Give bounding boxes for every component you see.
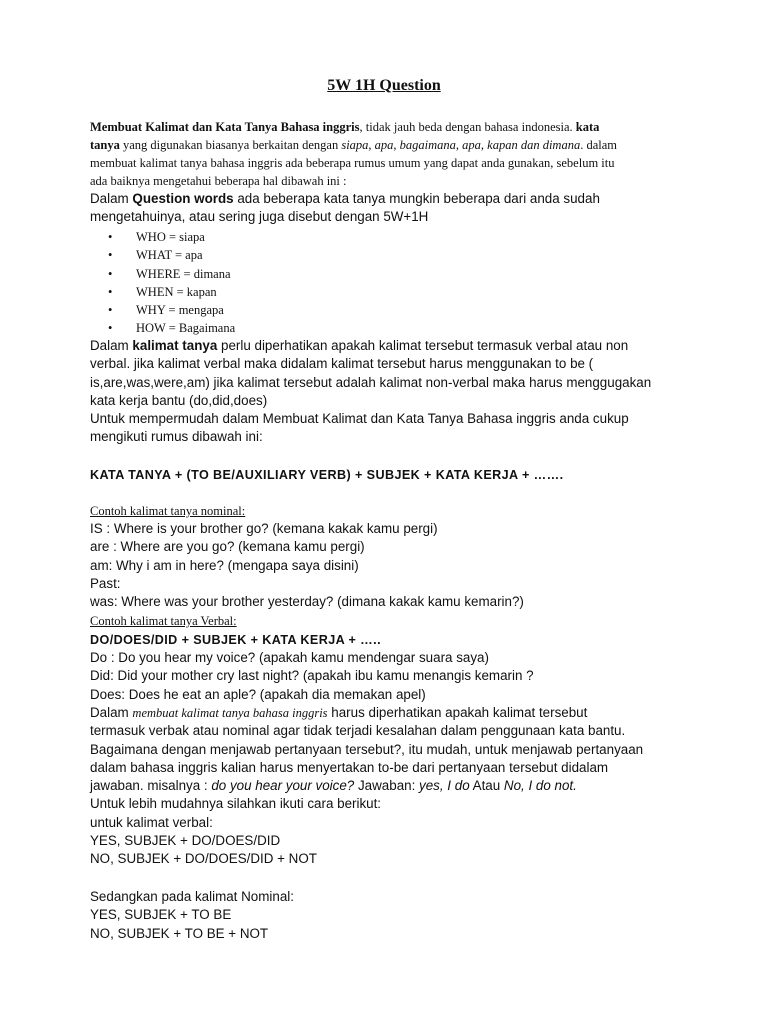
note-line-8: YES, SUBJEK + DO/DOES/DID: [90, 833, 281, 849]
qw-intro-rest: ada beberapa kata tanya mungkin beberapa dari anda sudah: [233, 191, 600, 206]
intro-text-3: . dalam: [580, 138, 618, 152]
page-title: 5W 1H Question: [327, 77, 441, 94]
list-item-text: WHAT = apa: [136, 248, 203, 263]
bullet-icon: •: [108, 303, 113, 318]
kalimat-bold: kalimat tanya: [132, 338, 218, 353]
intro-italic: siapa, apa, bagaimana, apa, kapan dan dimana: [341, 138, 581, 152]
note-line-7: untuk kalimat verbal:: [90, 814, 213, 830]
verbal-heading-text: Contoh kalimat tanya Verbal:: [90, 614, 237, 628]
verbal-examples: [90, 649, 680, 704]
intro-bold-2: kata: [575, 120, 600, 134]
bullet-icon: •: [108, 266, 113, 281]
nominal-answer-line-3: NO, SUBJEK + TO BE + NOT: [90, 925, 269, 941]
list-item: [108, 265, 235, 283]
nominal-line: Past:: [90, 575, 121, 591]
note-l5-pre: jawaban. misalnya :: [90, 778, 212, 794]
main-formula: KATA TANYA + (TO BE/AUXILIARY VERB) + SUBJEK + KATA KERJA + …….: [90, 468, 564, 482]
bullet-icon: •: [108, 284, 113, 299]
nominal-answer: [90, 888, 680, 943]
kalimat-line-3: is,are,was,were,am) jika kalimat tersebut adalah kalimat non-verbal maka harus menggugakan: [90, 374, 652, 390]
intro-bold-3: tanya: [90, 138, 120, 152]
qw-intro-bold: Question words: [132, 191, 234, 206]
qw-intro-line-1: [90, 190, 680, 208]
note-paragraph: [90, 704, 680, 869]
qw-intro-pre: Dalam: [90, 191, 133, 206]
nominal-answer-line-1: Sedangkan pada kalimat Nominal:: [90, 889, 294, 904]
intro-paragraph: [90, 118, 680, 190]
note-l5-mid2: Atau: [469, 778, 504, 794]
kalimat-line-2: verbal. jika kalimat verbal maka didalam kalimat tersebut harus menggunakan to be (: [90, 356, 594, 372]
list-item: [108, 228, 235, 246]
kalimat-rest: perlu diperhatikan apakah kalimat tersebut termasuk verbal atau non: [217, 338, 629, 353]
list-item: [108, 283, 235, 301]
nominal-heading-text: Contoh kalimat tanya nominal:: [90, 504, 246, 518]
bullet-icon: •: [108, 321, 113, 336]
note-l5-italic-2: yes, I do: [419, 778, 470, 794]
note-l5-italic-3: No, I do not.: [503, 778, 577, 794]
kalimat-line-5: Untuk mempermudah dalam Membuat Kalimat dan Kata Tanya Bahasa inggris anda cukup: [90, 411, 629, 427]
note-line-3: Bagaimana dengan menjawab pertanyaan tersebut?, itu mudah, untuk menjawab pertanyaan: [90, 741, 644, 757]
qw-intro-line-2: mengetahuinya, atau sering juga disebut dengan 5W+1H: [90, 209, 429, 225]
list-item-text: WHY = mengapa: [136, 303, 224, 318]
list-item: [108, 301, 235, 319]
note-l5-mid: Jawaban:: [354, 778, 420, 794]
list-item: [108, 319, 235, 337]
note-line-2: termasuk verbak atau nominal agar tidak terjadi kesalahan dalam penggunaan kata bantu.: [90, 723, 626, 739]
note-rest: harus diperhatikan apakah kalimat tersebut: [327, 705, 588, 720]
intro-line-3: membuat kalimat tanya bahasa inggris ada beberapa rumus umum yang dapat anda gunakan, sebelum itu: [90, 156, 615, 170]
list-item-text: WHO = siapa: [136, 230, 205, 244]
note-italic: membuat kalimat tanya bahasa inggris: [132, 706, 328, 720]
intro-line-4: ada baiknya mengetahui beberapa hal dibawah ini :: [90, 174, 347, 188]
nominal-line: am: Why i am in here? (mengapa saya disini): [90, 557, 359, 573]
verbal-heading: [90, 612, 680, 630]
kalimat-line-1: [90, 337, 680, 355]
list-item-text: WHEN = kapan: [136, 284, 217, 299]
bullet-icon: •: [108, 230, 113, 244]
intro-bold-1: Membuat Kalimat dan Kata Tanya Bahasa inggris: [90, 120, 360, 134]
note-line-1: [90, 704, 680, 722]
note-l5-italic-1: do you hear your voice?: [211, 778, 355, 794]
intro-line-1: [90, 118, 680, 136]
intro-text-1: , tidak jauh beda dengan bahasa indonesia.: [359, 120, 576, 134]
verbal-formula: DO/DOES/DID + SUBJEK + KATA KERJA + …..: [90, 633, 381, 647]
note-pre: Dalam: [90, 705, 133, 720]
list-item-text: HOW = Bagaimana: [136, 321, 236, 336]
question-words-list: [108, 228, 235, 338]
kalimat-line-6: mengikuti rumus dibawah ini:: [90, 429, 263, 445]
kalimat-line-4: kata kerja bantu (do,did,does): [90, 392, 268, 408]
list-item-text: WHERE = dimana: [136, 266, 231, 281]
nominal-heading: [90, 502, 680, 520]
kalimat-paragraph: [90, 337, 680, 447]
nominal-line: are : Where are you go? (kemana kamu pergi): [90, 539, 365, 555]
nominal-answer-line-2: YES, SUBJEK + TO BE: [90, 907, 232, 923]
bullet-icon: •: [108, 248, 113, 263]
note-line-4: dalam bahasa inggris kalian harus menyertakan to-be dari pertanyaan tersebut didalam: [90, 759, 609, 775]
intro-text-2: yang digunakan biasanya berkaitan dengan: [119, 138, 342, 152]
kalimat-pre: Dalam: [90, 338, 133, 353]
nominal-line: IS : Where is your brother go? (kemana kakak kamu pergi): [90, 521, 438, 536]
note-line-9: NO, SUBJEK + DO/DOES/DID + NOT: [90, 851, 317, 867]
verbal-line: Does: Does he eat an aple? (apakah dia memakan apel): [90, 686, 426, 702]
intro-line-2: [90, 136, 680, 154]
nominal-examples: [90, 520, 680, 611]
note-line-5: [90, 777, 680, 795]
note-line-6: Untuk lebih mudahnya silahkan ikuti cara berikut:: [90, 796, 382, 812]
nominal-line: was: Where was your brother yesterday? (dimana kakak kamu kemarin?): [90, 594, 524, 610]
verbal-line: Do : Do you hear my voice? (apakah kamu mendengar suara saya): [90, 650, 489, 665]
verbal-line: Did: Did your mother cry last night? (apakah ibu kamu menangis kemarin ?: [90, 668, 534, 684]
question-words-intro: [90, 190, 680, 227]
list-item: [108, 246, 235, 264]
